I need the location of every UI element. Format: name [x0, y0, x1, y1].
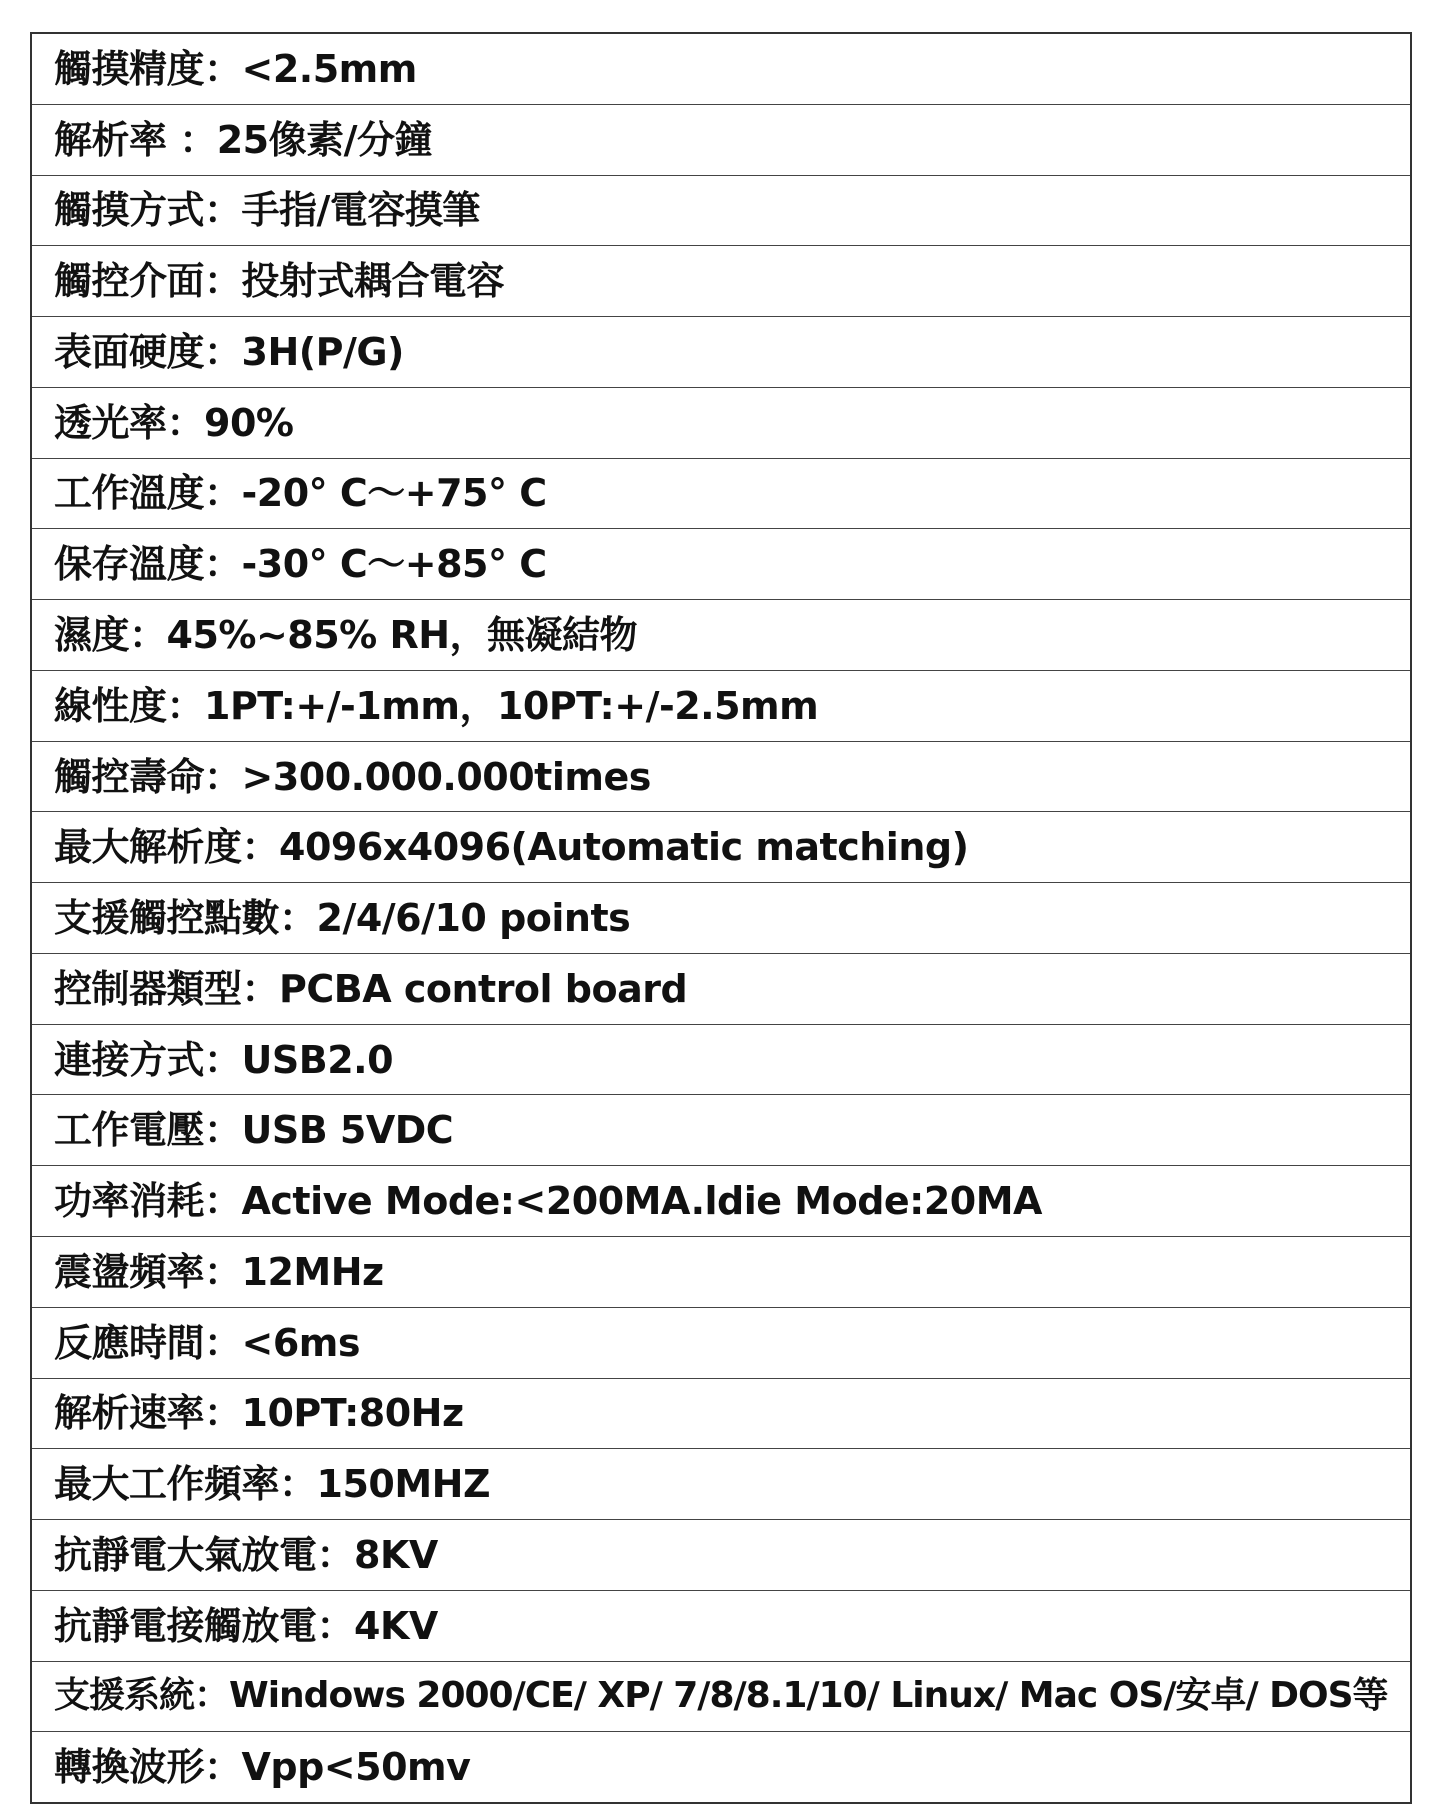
- spec-row-waveform: [32, 1732, 1410, 1802]
- spec-row-linearity: [32, 671, 1410, 742]
- spec-text: 觸控介面：投射式耦合電容: [54, 259, 505, 304]
- spec-text: 觸控壽命：>300.000.000times: [54, 754, 651, 799]
- spec-text: 反應時間：<6ms: [54, 1320, 360, 1365]
- spec-row-humidity: [32, 600, 1410, 671]
- spec-row-esd-contact: [32, 1591, 1410, 1662]
- spec-row-touch-lifetime: [32, 742, 1410, 813]
- spec-text: 支援系統：Windows 2000/CE/ XP/ 7/8/8.1/10/ Linux/ Mac OS/安卓/ DOS等: [54, 1675, 1388, 1717]
- spec-row-touch-interface: [32, 246, 1410, 317]
- spec-text: 功率消耗：Active Mode:<200MA.ldie Mode:20MA: [54, 1179, 1042, 1224]
- spec-table: [30, 32, 1412, 1804]
- spec-row-resolution-rate: [32, 105, 1410, 176]
- spec-row-power-consumption: [32, 1166, 1410, 1237]
- spec-text: 觸摸方式：手指/電容摸筆: [54, 188, 480, 233]
- spec-text: 控制器類型：PCBA control board: [54, 966, 688, 1011]
- spec-text: 觸摸精度：<2.5mm: [54, 46, 417, 91]
- spec-row-surface-hardness: [32, 317, 1410, 388]
- spec-text: 支援觸控點數：2/4/6/10 points: [54, 896, 631, 941]
- spec-row-connection: [32, 1025, 1410, 1096]
- spec-text: 震盪頻率：12MHz: [54, 1249, 384, 1294]
- spec-row-touch-precision: [32, 34, 1410, 105]
- spec-row-touch-method: [32, 176, 1410, 247]
- spec-row-operating-temperature: [32, 459, 1410, 530]
- spec-row-scan-rate: [32, 1379, 1410, 1450]
- spec-text: 工作溫度：-20° C～+75° C: [54, 471, 547, 516]
- spec-text: 解析率 ：25像素/分鐘: [54, 117, 432, 162]
- spec-text: 最大解析度：4096x4096(Automatic matching): [54, 825, 969, 870]
- spec-row-storage-temperature: [32, 529, 1410, 600]
- spec-row-supported-systems: [32, 1662, 1410, 1733]
- spec-row-transmittance: [32, 388, 1410, 459]
- spec-text: 表面硬度：3H(P/G): [54, 329, 404, 374]
- spec-text: 解析速率：10PT:80Hz: [54, 1391, 464, 1436]
- spec-row-oscillation-frequency: [32, 1237, 1410, 1308]
- spec-text: 最大工作頻率：150MHZ: [54, 1462, 490, 1507]
- spec-text: 轉換波形：Vpp<50mv: [54, 1745, 471, 1790]
- spec-text: 濕度：45%~85% RH，無凝結物: [54, 613, 638, 657]
- spec-text: 工作電壓：USB 5VDC: [54, 1108, 454, 1153]
- spec-text: 抗靜電大氣放電：8KV: [54, 1532, 438, 1577]
- spec-text: 透光率：90%: [54, 400, 294, 445]
- spec-text: 連接方式：USB2.0: [54, 1037, 394, 1082]
- spec-text: 保存溫度：-30° C～+85° C: [54, 542, 547, 587]
- spec-row-controller-type: [32, 954, 1410, 1025]
- spec-text: 抗靜電接觸放電：4KV: [54, 1603, 438, 1648]
- spec-text: 線性度：1PT:+/-1mm，10PT:+/-2.5mm: [54, 683, 819, 728]
- spec-row-max-resolution: [32, 812, 1410, 883]
- spec-row-operating-voltage: [32, 1095, 1410, 1166]
- spec-row-esd-air: [32, 1520, 1410, 1591]
- spec-row-max-frequency: [32, 1449, 1410, 1520]
- spec-row-response-time: [32, 1308, 1410, 1379]
- spec-row-touch-points: [32, 883, 1410, 954]
